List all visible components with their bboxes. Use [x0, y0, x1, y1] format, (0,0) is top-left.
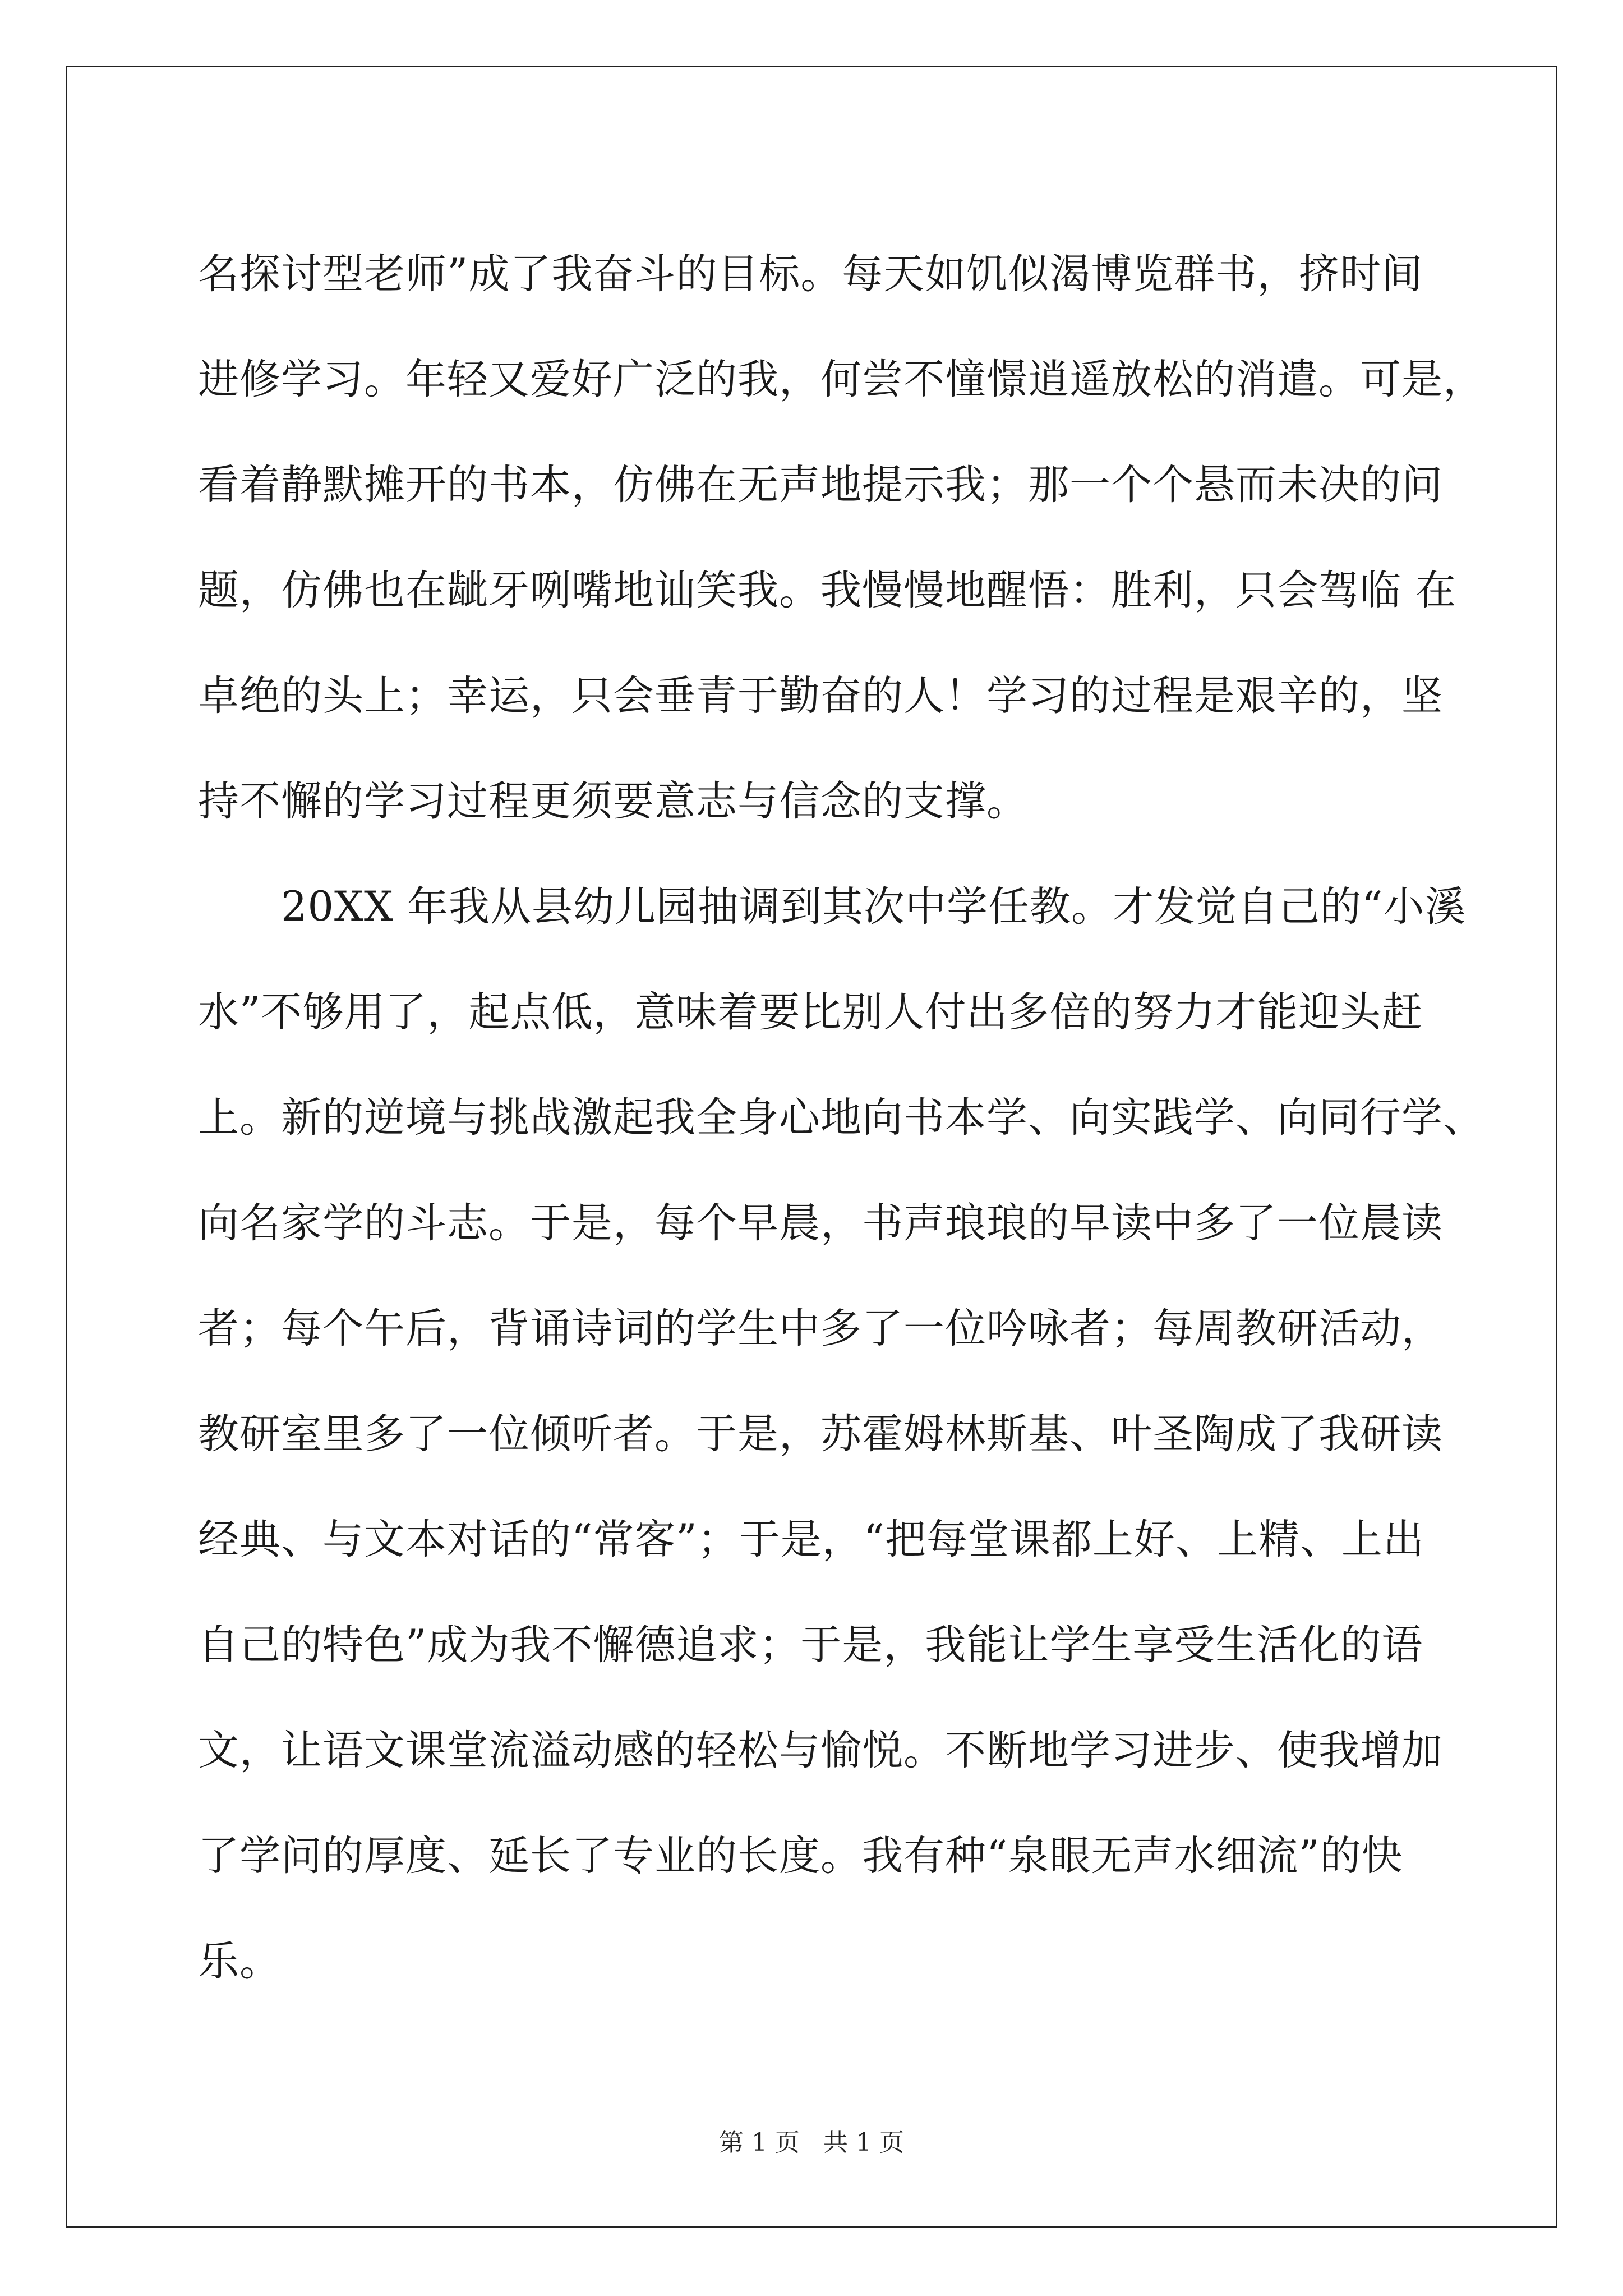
- text-line: 上。新的逆境与挑战激起我全身心地向书本学、向实践学、向同行学、: [198, 1094, 1484, 1142]
- text-line: 经典、与文本对话的“常客”；于是，“把每堂课都上好、上精、上出: [198, 1516, 1424, 1563]
- page-number: 第 1 页: [719, 2128, 800, 2157]
- text-line: 题，仿佛也在龇牙咧嘴地讪笑我。我慢慢地醒悟：胜利，只会驾临 在: [198, 567, 1457, 614]
- page-total: 共 1 页: [823, 2128, 904, 2157]
- text-line: 名探讨型老师”成了我奋斗的目标。每天如饥似渴博览群书，挤时间: [198, 250, 1423, 298]
- page-footer: [0, 2126, 1623, 2160]
- text-line: 自己的特色”成为我不懈德追求；于是，我能让学生享受生活化的语: [198, 1621, 1423, 1669]
- text-line: 文，让语文课堂流溢动感的轻松与愉悦。不断地学习进步、使我增加: [198, 1727, 1443, 1774]
- text-line: 持不懈的学习过程更须要意志与信念的支撑。: [198, 777, 1028, 825]
- text-line: 向名家学的斗志。于是，每个早晨，书声琅琅的早读中多了一位晨读: [198, 1199, 1443, 1247]
- document-body: [198, 222, 1484, 2014]
- text-line: 水”不够用了，起点低，意味着要比别人付出多倍的努力才能迎头赶: [198, 988, 1423, 1036]
- text-line: 教研室里多了一位倾听者。于是，苏霍姆林斯基、叶圣陶成了我研读: [198, 1410, 1443, 1458]
- text-line: 看着静默摊开的书本，仿佛在无声地提示我；那一个个悬而未决的问: [198, 461, 1443, 509]
- text-line: 了学问的厚度、延长了专业的长度。我有种“泉眼无声水细流”的快: [198, 1832, 1403, 1880]
- text-line: 乐。: [198, 1938, 281, 1985]
- text-line: 卓绝的头上；幸运，只会垂青于勤奋的人！学习的过程是艰辛的，坚: [198, 672, 1443, 720]
- text-line: 20XX 年我从县幼儿园抽调到其次中学任教。才发觉自己的“小溪: [198, 883, 1467, 931]
- text-line: 者；每个午后，背诵诗词的学生中多了一位吟咏者；每周教研活动，: [198, 1305, 1443, 1352]
- text-line: 进修学习。年轻又爱好广泛的我，何尝不憧憬逍遥放松的消遣。可是，: [198, 356, 1484, 403]
